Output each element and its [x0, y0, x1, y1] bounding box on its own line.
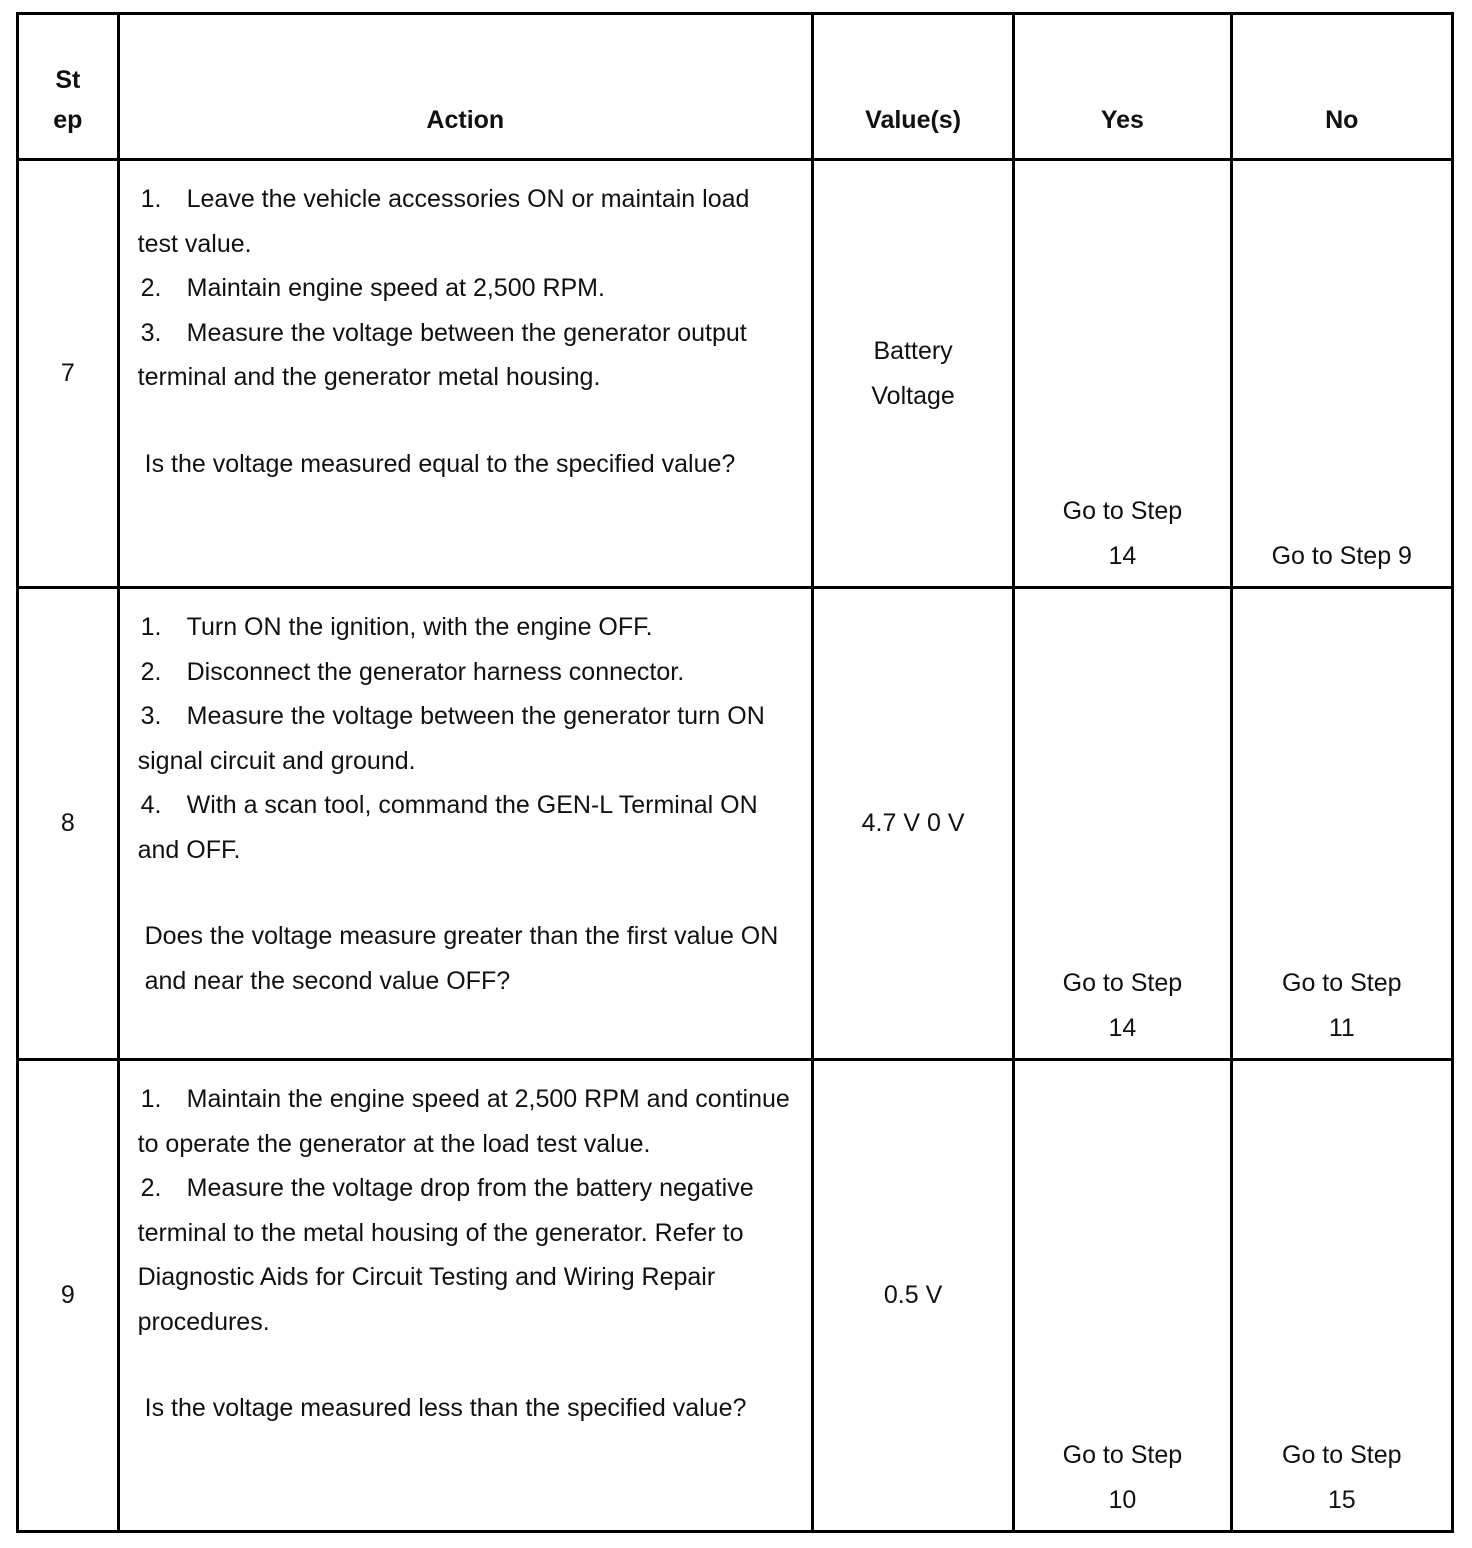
- action-cell: [118, 588, 812, 1060]
- action-cell: [118, 160, 812, 588]
- action-item: 3. Measure the voltage between the generator output terminal and the generator metal housing.: [137, 318, 747, 391]
- table-row: [18, 160, 1453, 588]
- step-number: 8: [18, 588, 119, 1060]
- header-yes: Yes: [1014, 14, 1231, 160]
- value-cell: 0.5 V: [812, 1060, 1013, 1532]
- action-item: 2. Disconnect the generator harness connector.: [140, 657, 685, 686]
- header-action: Action: [118, 14, 812, 160]
- value-cell: 4.7 V 0 V: [812, 588, 1013, 1060]
- table-row: [18, 588, 1453, 1060]
- action-item: 4. With a scan tool, command the GEN-L Terminal ON and OFF.: [137, 791, 758, 864]
- value-cell: Battery Voltage: [812, 160, 1013, 588]
- action-cell: [118, 1060, 812, 1532]
- yes-cell: Go to Step 10: [1014, 1060, 1231, 1532]
- action-item: 1. Maintain the engine speed at 2,500 RPM and continue to operate the generator at the load test value.: [137, 1085, 790, 1158]
- no-cell: Go to Step 11: [1231, 588, 1452, 1060]
- action-question: Does the voltage measure greater than the first value ON and near the second value OFF?: [144, 922, 779, 995]
- diagnostic-table: [16, 12, 1454, 1533]
- header-values: Value(s): [812, 14, 1013, 160]
- yes-cell: Go to Step 14: [1014, 588, 1231, 1060]
- action-question: Is the voltage measured equal to the specified value?: [144, 449, 736, 478]
- no-cell: Go to Step 9: [1231, 160, 1452, 588]
- action-item: 1. Turn ON the ignition, with the engine OFF.: [140, 613, 653, 641]
- step-number: 9: [18, 1060, 119, 1532]
- header-no: No: [1231, 14, 1452, 160]
- table-row: [18, 1060, 1453, 1532]
- action-item: 2. Measure the voltage drop from the battery negative terminal to the metal housing of the generator. Refer to Diagnostic Aids for Circuit Testing and Wiring Repair procedures.: [137, 1174, 754, 1336]
- action-item: 2. Maintain engine speed at 2,500 RPM.: [140, 274, 605, 302]
- header-step: St ep: [18, 14, 119, 160]
- action-item: 1. Leave the vehicle accessories ON or maintain load test value.: [137, 185, 750, 258]
- action-item: 3. Measure the voltage between the generator turn ON signal circuit and ground.: [137, 702, 765, 775]
- step-number: 7: [18, 160, 119, 588]
- header-row: [18, 14, 1453, 160]
- no-cell: Go to Step 15: [1231, 1060, 1452, 1532]
- yes-cell: Go to Step 14: [1014, 160, 1231, 588]
- action-question: Is the voltage measured less than the specified value?: [144, 1394, 747, 1422]
